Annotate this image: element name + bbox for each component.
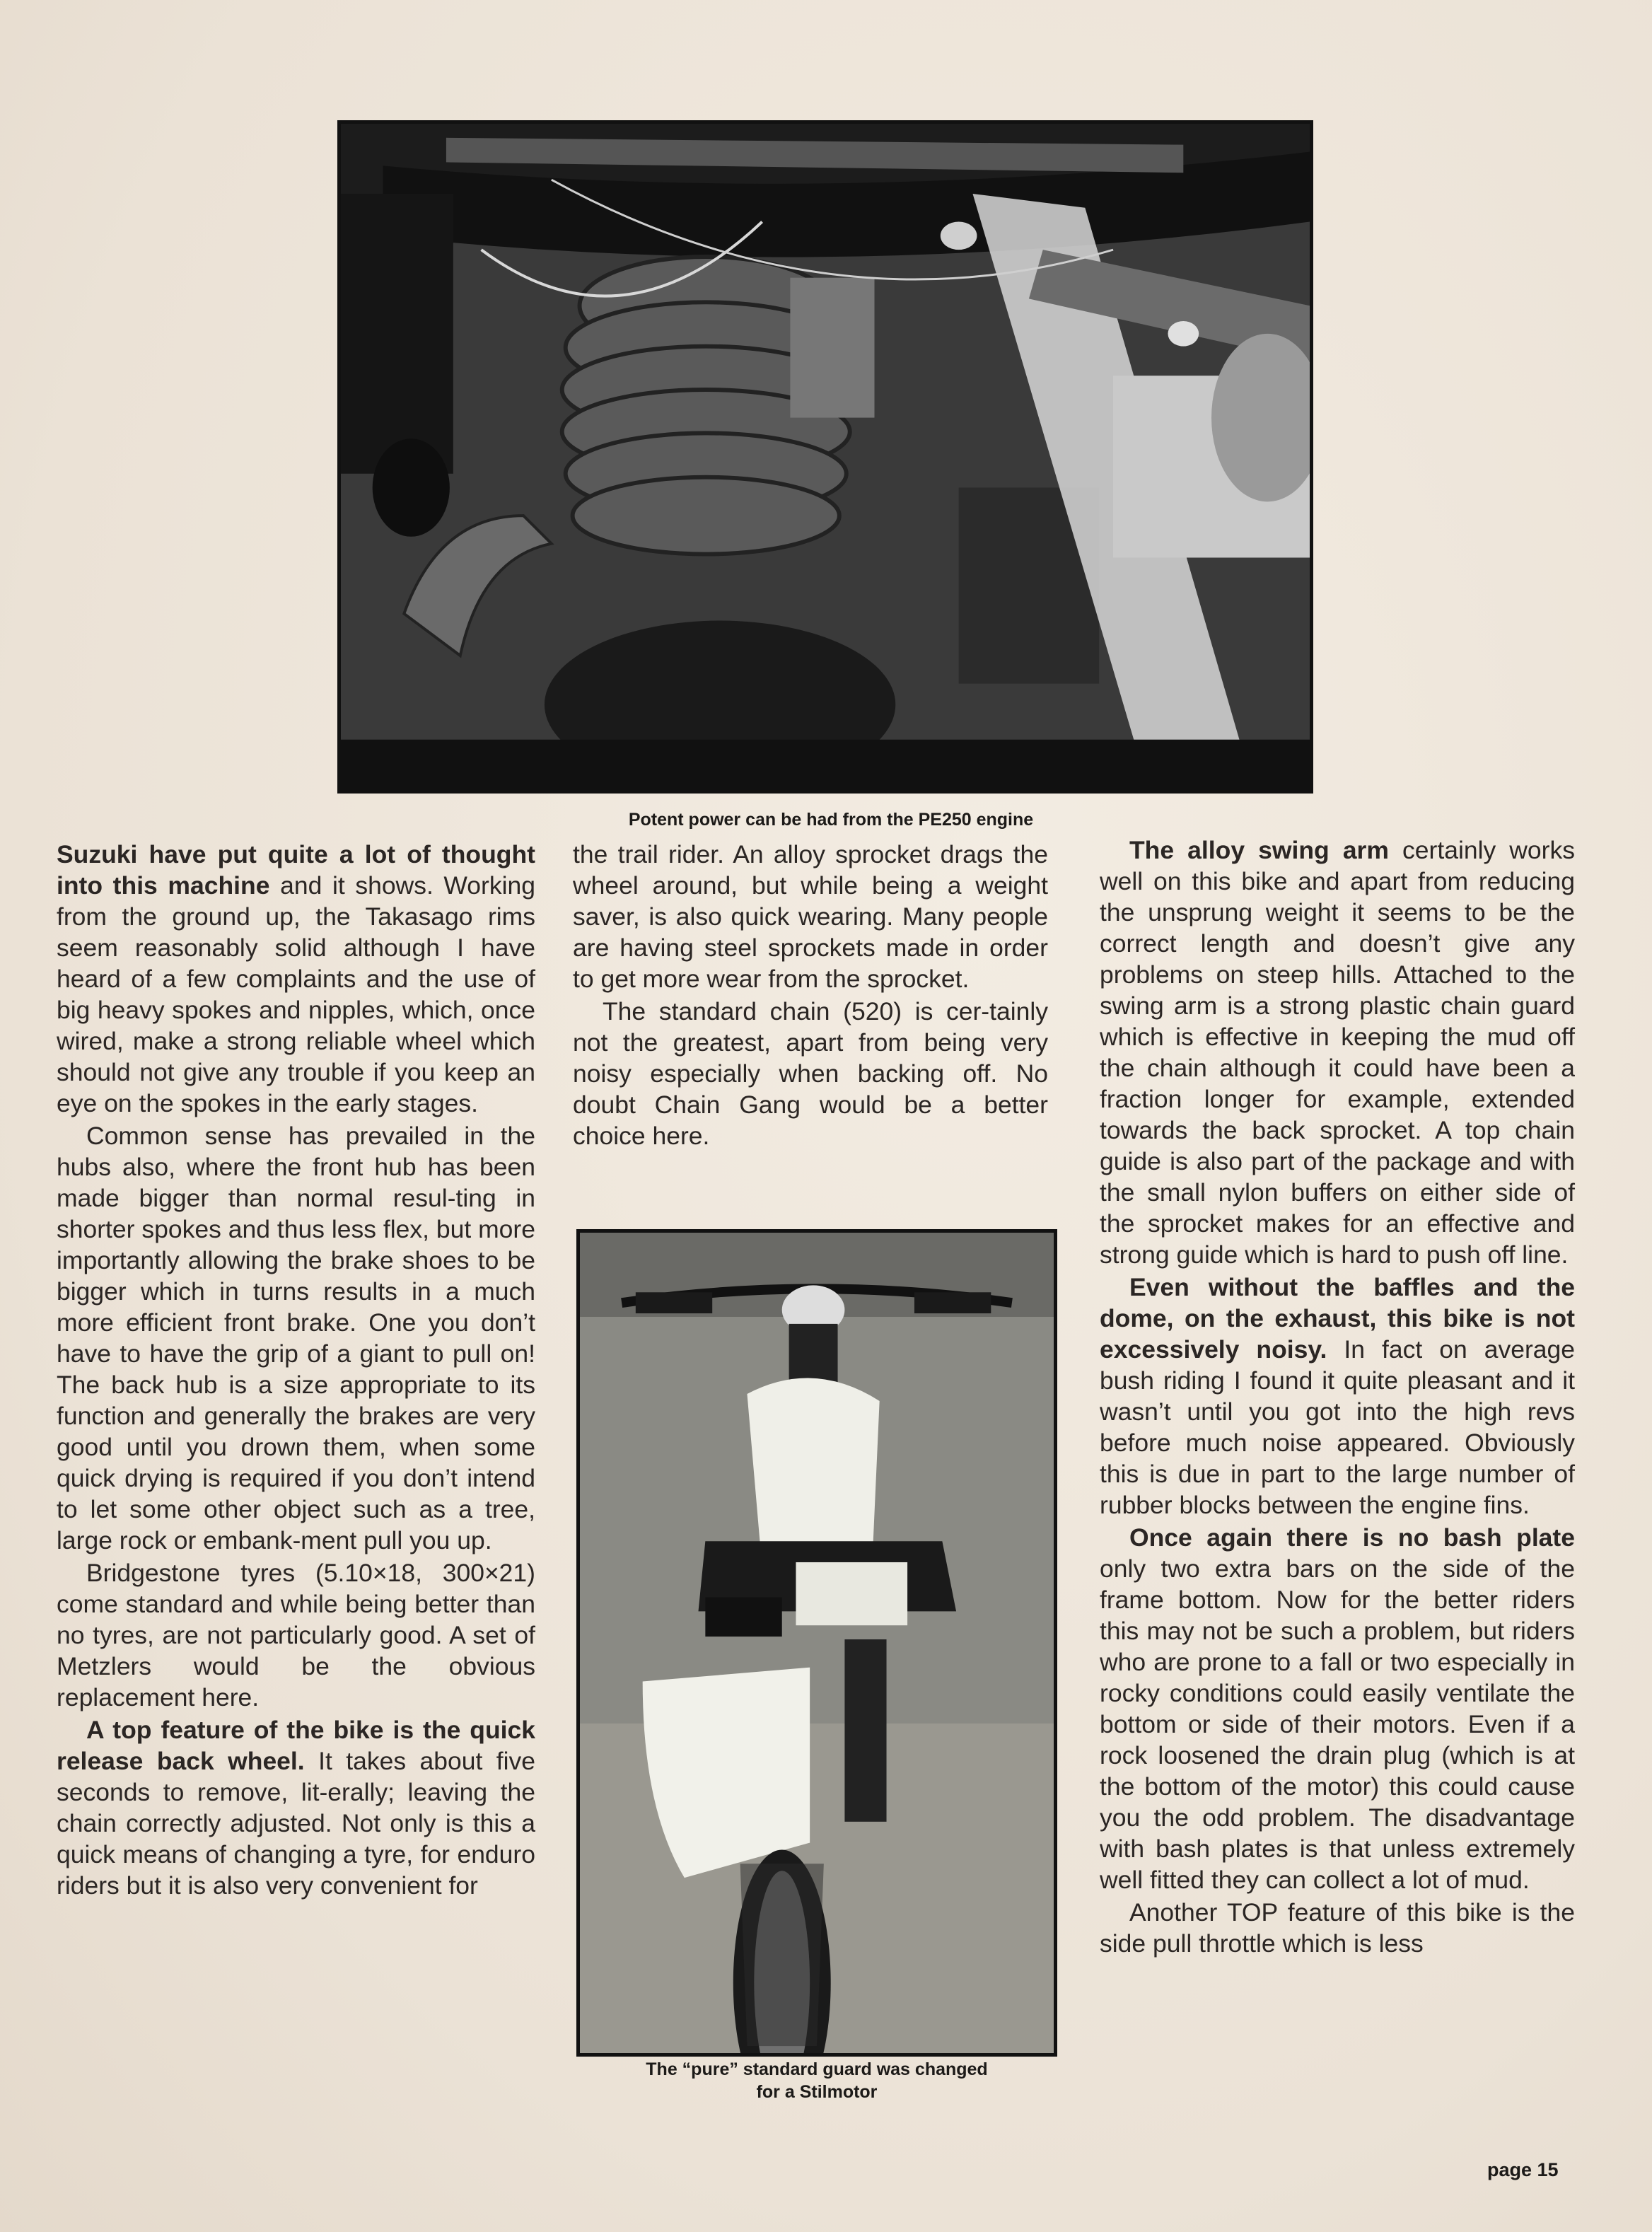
paragraph: Suzuki have put quite a lot of thought into this machine and it shows. Working from the ground up, the Takasago rims seem reasonably solid although I have heard of a few complaints and the use of big heavy spokes and nipples, which, once wired, make a strong reliable wheel which should not give any trouble if you keep an eye on the spokes in the early stages.: [57, 840, 535, 1117]
lead-bold: Even without the baffles and the dome, on the exhaust, this bike is not excessively noisy.: [1100, 1273, 1575, 1364]
paragraph: The standard chain (520) is cer-tainly not the greatest, apart from being very noisy especially when backing off. No doubt Chain Gang would be a better choice here.: [573, 997, 1048, 1150]
paragraph: Bridgestone tyres (5.10×18, 300×21) come standard and while being better than no tyres, are not particularly good. A set of Metzlers would be the obvious replacement here.: [57, 1559, 535, 1711]
engine-photo-caption: Potent power can be had from the PE250 engine: [628, 810, 1034, 830]
engine-photo: [337, 120, 1313, 794]
lead-bold: The alloy swing arm: [1129, 836, 1389, 864]
bike-photo: [576, 1229, 1057, 2057]
paragraph: Another TOP feature of this bike is the side pull throttle which is less: [1100, 1898, 1575, 1958]
paragraph: the trail rider. An alloy sprocket drags the wheel around, but while being a weight saver, is also quick wearing. Many people are having steel sprockets made in order to get more wear from the sprocket.: [573, 840, 1048, 993]
paragraph: A top feature of the bike is the quick release back wheel. It takes about five seconds to remove, lit-erally; leaving the chain correctly adjusted. Not only is this a quick means of changing a tyre, for enduro riders but it is also very convenient for: [57, 1716, 535, 1900]
paragraph: Once again there is no bash plate only two extra bars on the side of the frame bottom. Now for the better riders this may not be such a problem, but riders who are prone to a fall or two especially in rocky conditions could easily ventilate the bottom or side of their motors. Even if a rock loosened the drain plug (which is at the bottom of the motor) this could cause you the odd problem. The disadvantage with bash plates is that unless extremely well fitted they can collect a lot of mud.: [1100, 1523, 1575, 1894]
text-column-3: [1100, 835, 1575, 1960]
page-number: page 15: [1487, 2159, 1559, 2180]
lead-bold: Once again there is no bash plate: [1129, 1523, 1575, 1552]
bike-photo-caption: The “pure” standard guard was changed for a Stilmotor: [646, 2059, 988, 2102]
paragraph: The alloy swing arm certainly works well on this bike and apart from reducing the unsprung weight it seems to be the correct length and doesn’t give any problems on steep hills. Attached to the swing arm is a strong plastic chain guard which is effective in keeping the mud off the chain although it could have been a fraction longer for example, extended towards the back sprocket. A top chain guide is also part of the package and with the small nylon buffers on either side of the sprocket makes for an effective and strong guide which is hard to push off line.: [1100, 836, 1575, 1269]
paragraph: Even without the baffles and the dome, on the exhaust, this bike is not excessively noisy. In fact on average bush riding I found it quite pleasant and it wasn’t until you got into the high revs before much noise appeared. Obviously this is due in part to the large number of rubber blocks between the engine fins.: [1100, 1273, 1575, 1519]
lead-bold: A top feature of the bike is the quick release back wheel.: [57, 1716, 535, 1775]
text-column-2: [573, 839, 1048, 1153]
text-column-1: [57, 839, 535, 1902]
lead-bold: Suzuki have put quite a lot of thought into this machine: [57, 840, 535, 900]
paragraph: Common sense has prevailed in the hubs also, where the front hub has been made bigger than normal resul-ting in shorter spokes and thus less flex, but more importantly allowing the brake shoes to be bigger which in turns results in a much more efficient front brake. One you don’t have to have the grip of a giant to pull on! The back hub is a size appropriate to its function and generally the brakes are very good until you drown them, when some quick drying is required if you don’t intend to let some other object such as a tree, large rock or embank-ment pull you up.: [57, 1122, 535, 1554]
